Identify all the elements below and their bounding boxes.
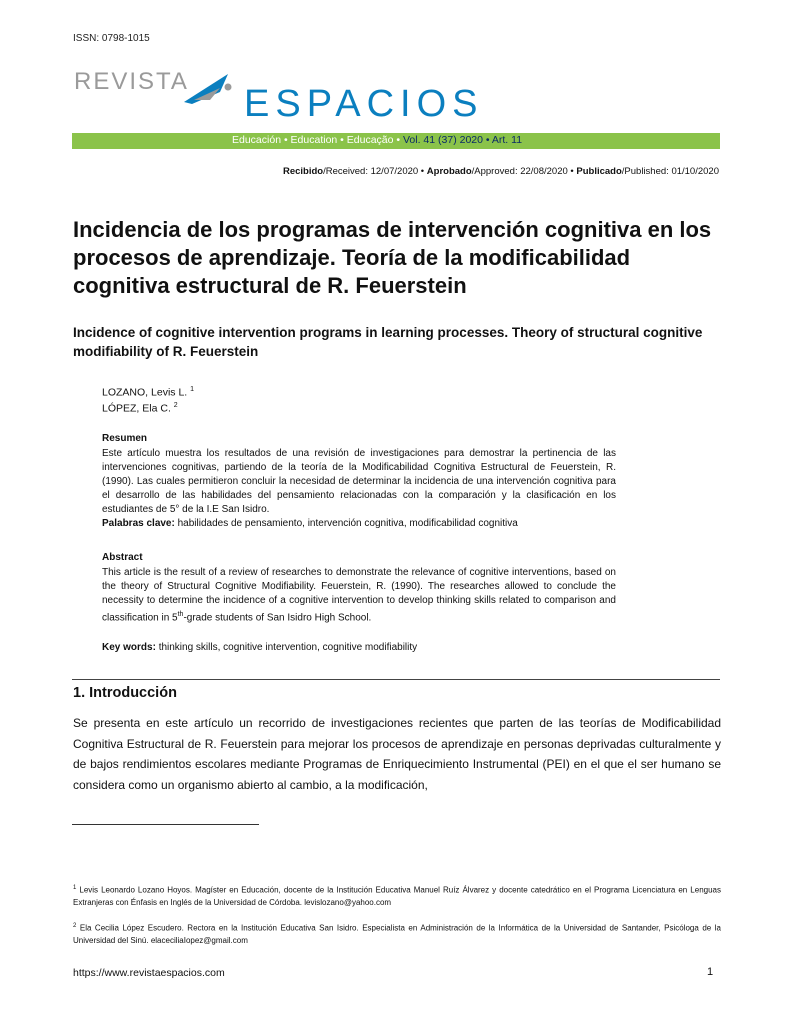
author-1 <box>102 386 194 399</box>
approved-date: /Approved: 22/08/2020 • <box>471 166 574 177</box>
journal-band-text <box>232 134 522 146</box>
logo-espacios-text: ESPACIOS <box>244 83 484 125</box>
keywords-value: thinking skills, cognitive intervention, cognitive modifiability <box>158 642 418 653</box>
abstract-text-part: -grade students of San Isidro High School. <box>183 612 372 624</box>
footnote-separator <box>72 824 259 825</box>
approved-label: Aprobado <box>426 166 472 177</box>
footnote-text: Ela Cecilia López Escudero. Rectora en la Institución Educativa San Isidro. Especialista en Administración de la Informática de la Universidad de Santander, Psicóloga de la Universidad del Sinú. elaceciliaIopez@gmail.com <box>73 923 721 945</box>
received-label: Recibido <box>282 166 324 177</box>
footnote-2 <box>73 920 721 947</box>
footnote-mark: 1 <box>73 885 77 891</box>
band-volume: Vol. 41 (37) 2020 • Art. 11 <box>402 134 523 146</box>
issn: ISSN: 0798-1015 <box>73 33 150 44</box>
keywords-label: Palabras clave: <box>102 518 175 529</box>
keywords-label: Key words: <box>102 642 156 653</box>
author-name: LÓPEZ, Ela C. <box>102 402 171 415</box>
footer-url-link[interactable]: https://www.revistaespacios.com <box>73 967 225 979</box>
intro-heading: 1. Introducción <box>73 685 177 701</box>
footnote-text: Levis Leonardo Lozano Hoyos. Magíster en Educación, docente de la Institución Educativa Manuel Ruíz Álvarez y docente catedrático en el Programa Licenciatura en Lenguas Extranjeras con Énfasis en Inglés de la Universidad de Córdoba. levislozano@yahoo.com <box>73 885 721 907</box>
abstract-superscript: th <box>177 611 184 618</box>
published-label: Publicado <box>576 166 622 177</box>
band-languages: Educación • Education • Educação • <box>232 134 401 146</box>
abstract-heading: Abstract <box>102 552 143 563</box>
footnote-1 <box>73 882 721 909</box>
abstract-text <box>102 566 616 625</box>
logo-revista-text: REVISTA <box>74 68 189 95</box>
resumen-keywords <box>102 518 616 529</box>
resumen-text: Este artículo muestra los resultados de una revisión de investigaciones para demostrar la pertinencia de las intervenciones cognitivas, partiendo de la teoría de la Modificabilidad Cognitiva Estructural de Feuerstein, R. (1990). Las cuales permitieron concluir la necesidad de determinar la incidencia de una intervención cognitiva para el desarrollo de las habilidades del pensamiento relacionadas con la comparación y la clasificación en los estudiantes de 5° de la I.E San Isidro. <box>102 448 616 515</box>
page-number: 1 <box>707 966 714 978</box>
intro-text: Se presenta en este artículo un recorrido de investigaciones recientes que parten de las teorías de Modificabilidad Cognitiva Estructural de R. Feuerstein para mejorar los procesos de aprendizaje en personas deprivadas culturalmente y de bajos rendimientos escolares mediante Programas de Enriquecimiento Instrumental (PEI) en el que el ser humano se considera como un organismo abierto al cambio, a la modificación, <box>73 716 721 792</box>
abstract-keywords <box>102 642 616 653</box>
footnote-mark: 2 <box>73 923 77 929</box>
author-2 <box>102 402 178 415</box>
received-date: /Received: 12/07/2020 • <box>323 166 425 177</box>
article-title-spanish: Incidencia de los programas de intervención cognitiva en los procesos de aprendizaje. Teoría de la modificabilidad cognitiva estructural de R. Feuerstein <box>73 217 712 298</box>
article-title-english: Incidence of cognitive intervention programs in learning processes. Theory of structural cognitive modifiability of R. Feuerstein <box>73 325 703 359</box>
section-divider <box>72 679 720 680</box>
author-name: LOZANO, Levis L. <box>102 386 188 399</box>
keywords-value: habilidades de pensamiento, intervención cognitiva, modificabilidad cognitiva <box>177 518 518 529</box>
published-date: /Published: 01/10/2020 <box>621 166 719 177</box>
abstract-text-part: This article is the result of a review of researches to demonstrate the relevance of cognitive interventions, based on the theory of Structural Cognitive Modifiability. Feuerstein, R. (1990). The researches allowed to conclude the necessity to determine the incidence of a cognitive intervention to develop thinking skills related to comparison and classification in 5 <box>102 567 616 624</box>
resumen-heading: Resumen <box>102 433 148 444</box>
logo-mark-icon <box>180 70 240 110</box>
author-footnote-mark[interactable]: 2 <box>173 402 178 409</box>
author-footnote-mark[interactable]: 1 <box>190 386 195 393</box>
publication-dates <box>283 166 719 177</box>
